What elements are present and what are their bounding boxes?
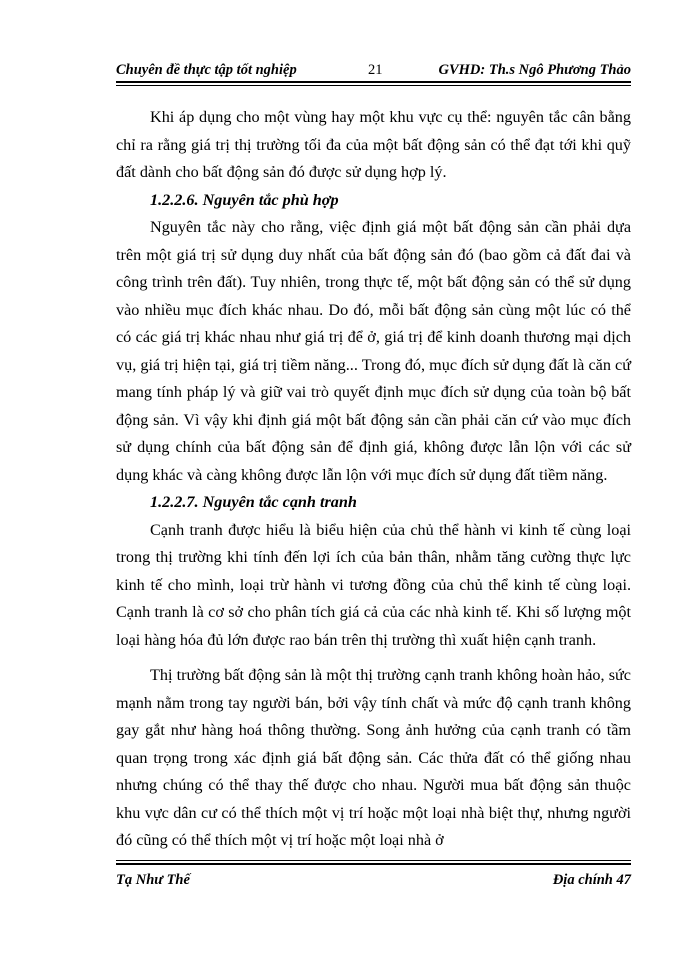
paragraph-real-estate-market: Thị trường bất động sản là một thị trường cạnh tranh không hoàn hảo, sức mạnh nằm trong tay người bán, bởi vậy tính chất và mức độ cạnh tranh không gay gắt như hàng hoá thông thường. Song ảnh hưởng của cạnh tranh có tầm quan trọng trong xác định giá bất động sản. Các thửa đất có thể giống nhau nhưng chúng có thể thay thế được cho nhau. Người mua bất động sản thuộc khu vực dân cư có thể thích một vị trí hoặc một loại nhà biệt thự, nhưng người đó cũng có thể thích một vị trí hoặc một loại nhà ở <box>116 666 631 849</box>
header-rule-thin <box>116 85 631 86</box>
paragraph-suitability: Nguyên tắc này cho rằng, việc định giá một bất động sản cần phải dựa trên một giá trị sử dụng duy nhất của bất động sản đó (bao gồm cả đất đai và công trình trên đất). Tuy nhiên, trong thực tế, một bất động sản có thể sử dụng vào nhiều mục đích khác nhau. Do đó, mỗi bất động sản cùng một lúc có thể có các giá trị khác nhau như giá trị để ở, giá trị để kinh doanh thương mại dịch vụ, giá trị hiện tại, giá trị tiềm năng... Trong đó, mục đích sử dụng đất là căn cứ mang tính pháp lý và giữ vai trò quyết định mục đích sử dụng của toàn bộ bất động sản. Vì vậy khi định giá một bất động sản cần phải căn cứ vào mục đích sử dụng chính của bất động sản để định giá, không được lẫn lộn với các sử dụng khác và càng không được lẫn lộn với mục đích sử dụng đất tiềm năng. <box>116 218 631 484</box>
header-page-number: 21 <box>368 62 383 78</box>
header-rule-thick <box>116 81 631 83</box>
paragraph-competition-definition: Cạnh tranh được hiểu là biểu hiện của chủ thể hành vi kinh tế cùng loại trong thị trường khi tính đến lợi ích của bản thân, nhằm tăng cường thực lực kinh tế cho mình, loại trừ hành vi tương đồng của chủ thể kinh tế cùng loại. Cạnh tranh là cơ sở cho phân tích giá cả của các nhà kinh tế. Khi số lượng một loại hàng hóa đủ lớn được rao bán trên thị trường thì xuất hiện cạnh tranh. <box>116 520 631 649</box>
paragraph-balance-principle: Khi áp dụng cho một vùng hay một khu vực cụ thể: nguyên tắc cân bằng chỉ ra rằng giá trị thị trường tối đa của một bất động sản có thể đạt tới khi quỹ đất dành cho bất động sản đó được sử dụng hợp lý. <box>116 108 631 181</box>
header-supervisor: GVHD: Th.s Ngô Phương Thảo <box>438 62 631 78</box>
header-report-title: Chuyên đề thực tập tốt nghiệp <box>116 62 297 78</box>
page-header <box>116 58 631 82</box>
section-heading-suitability: 1.2.2.6. Nguyên tắc phù hợp <box>150 190 339 209</box>
footer-author: Tạ Như Thế <box>116 872 190 888</box>
footer-rule-thin <box>116 860 631 861</box>
section-heading-competition: 1.2.2.7. Nguyên tắc cạnh tranh <box>150 493 357 511</box>
footer-class: Địa chính 47 <box>552 872 631 888</box>
footer-rule-thick <box>116 863 631 865</box>
page-body <box>116 104 631 855</box>
